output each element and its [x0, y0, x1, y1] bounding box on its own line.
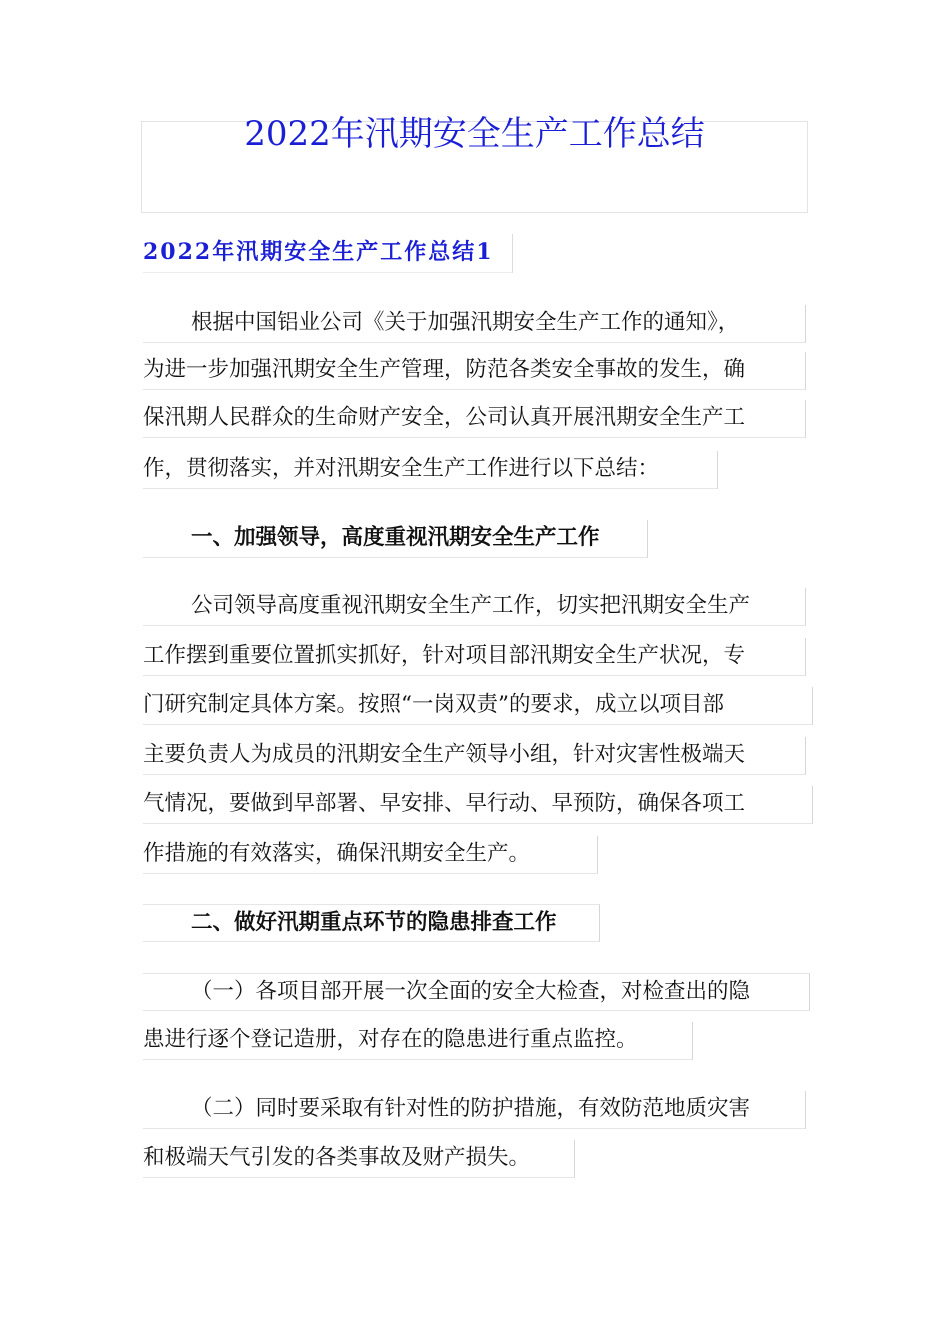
- section-subtitle: 2022年汛期安全生产工作总结1: [143, 234, 513, 273]
- paragraph-line: 门研究制定具体方案。按照“一岗双责”的要求，成立以项目部: [143, 687, 813, 725]
- paragraph-line: 患进行逐个登记造册，对存在的隐患进行重点监控。: [143, 1022, 693, 1060]
- paragraph-line: 作措施的有效落实，确保汛期安全生产。: [143, 836, 598, 874]
- paragraph-line: 工作摆到重要位置抓实抓好，针对项目部汛期安全生产状况，专: [143, 638, 806, 676]
- paragraph-line: 气情况，要做到早部署、早安排、早行动、早预防，确保各项工: [143, 786, 813, 824]
- paragraph-line: 根据中国铝业公司《关于加强汛期安全生产工作的通知》，: [143, 305, 806, 343]
- paragraph-line: 保汛期人民群众的生命财产安全，公司认真开展汛期安全生产工: [143, 400, 806, 438]
- paragraph-line: 主要负责人为成员的汛期安全生产领导小组，针对灾害性极端天: [143, 737, 806, 775]
- section-heading: 一、加强领导，高度重视汛期安全生产工作: [143, 520, 648, 558]
- paragraph-line: 和极端天气引发的各类事故及财产损失。: [143, 1140, 575, 1178]
- document-title: 2022年汛期安全生产工作总结: [244, 114, 705, 154]
- section-heading: 二、做好汛期重点环节的隐患排查工作: [143, 904, 600, 942]
- paragraph-line: 作，贯彻落实，并对汛期安全生产工作进行以下总结：: [143, 451, 718, 489]
- paragraph-line: （一）各项目部开展一次全面的安全大检查，对检查出的隐: [143, 973, 810, 1011]
- paragraph-line: 为进一步加强汛期安全生产管理，防范各类安全事故的发生，确: [143, 352, 806, 390]
- paragraph-line: （二）同时要采取有针对性的防护措施，有效防范地质灾害: [143, 1091, 806, 1129]
- paragraph-line: 公司领导高度重视汛期安全生产工作，切实把汛期安全生产: [143, 588, 806, 626]
